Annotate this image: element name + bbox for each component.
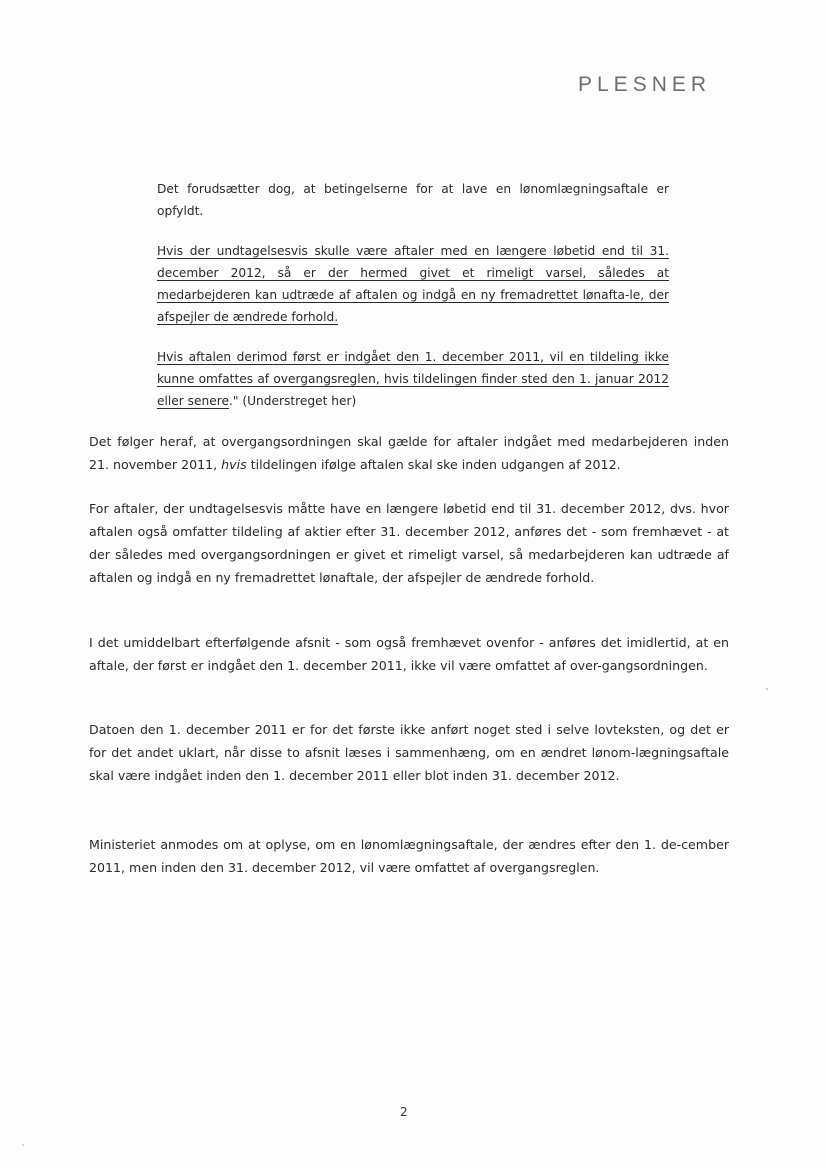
scan-speck xyxy=(22,1144,24,1146)
body-p1-before: Det følger heraf, at overgangsordningen skal gælde for aftaler indgået med medarbejderen inden 21. november 2011, xyxy=(89,434,729,472)
body-paragraph-5: Ministeriet anmodes om at oplyse, om en lønomlægningsaftale, der ændres efter den 1. de-cember 2011, men inden den 31. december 2012, vil være omfattet af overgangsreglen. xyxy=(89,837,729,875)
plesner-logo: PLESNER xyxy=(578,73,712,96)
quote-text-2-underlined: Hvis der undtagelsesvis skulle være aftaler med en længere løbetid end til 31. december 2012, så er der hermed givet et rimeligt varsel, således at medarbejderen kan udtræde af aftalen og indgå en ny fremadrettet lønafta-le, der afspejler de ændrede forhold. xyxy=(157,244,669,324)
scan-speck xyxy=(766,688,768,690)
quote-paragraph-3 xyxy=(157,346,669,412)
quote-text-3-underlined: Hvis aftalen derimod først er indgået den 1. december 2011, vil en tildeling ikke kunne omfattes af overgangsreglen, hvis tildelingen finder sted den 1. januar 2012 eller senere xyxy=(157,350,669,408)
quote-text-3 xyxy=(157,346,669,412)
body-p1-emphasis: hvis xyxy=(221,457,247,472)
quote-text-3-tail: ." (Understreget her) xyxy=(228,394,357,408)
quote-text-1: Det forudsætter dog, at betingelserne for at lave en lønomlægningsaftale er opfyldt. xyxy=(157,182,669,218)
quote-paragraph-2 xyxy=(157,240,669,328)
body-paragraph-2: For aftaler, der undtagelsesvis måtte have en længere løbetid end til 31. december 2012, dvs. hvor aftalen også omfatter tildeling af aktier efter 31. december 2012, anføres det - som fremhævet - at der således med overgangsordningen er givet et rimeligt varsel, så medarbejderen kan udtræde af aftalen og indgå en ny fremadrettet lønaftale, der afspejler de ændrede forhold. xyxy=(89,501,729,585)
page-number: 2 xyxy=(400,1105,408,1119)
body-p1-after: tildelingen ifølge aftalen skal ske inden udgangen af 2012. xyxy=(246,457,621,472)
body-paragraph-3: I det umiddelbart efterfølgende afsnit - som også fremhævet ovenfor - anføres det imidlertid, at en aftale, der først er indgået den 1. december 2011, ikke vil være omfattet af over-gangsordningen. xyxy=(89,635,729,673)
quote-paragraph-1 xyxy=(157,178,669,222)
body-paragraph-4: Datoen den 1. december 2011 er for det første ikke anført noget sted i selve lovteksten, og det er for det andet uklart, når disse to afsnit læses i sammenhæng, om en ændret lønom-lægningsaftale skal være indgået inden den 1. december 2011 eller blot inden 31. december 2012. xyxy=(89,722,729,783)
body-paragraph-1 xyxy=(89,430,729,476)
